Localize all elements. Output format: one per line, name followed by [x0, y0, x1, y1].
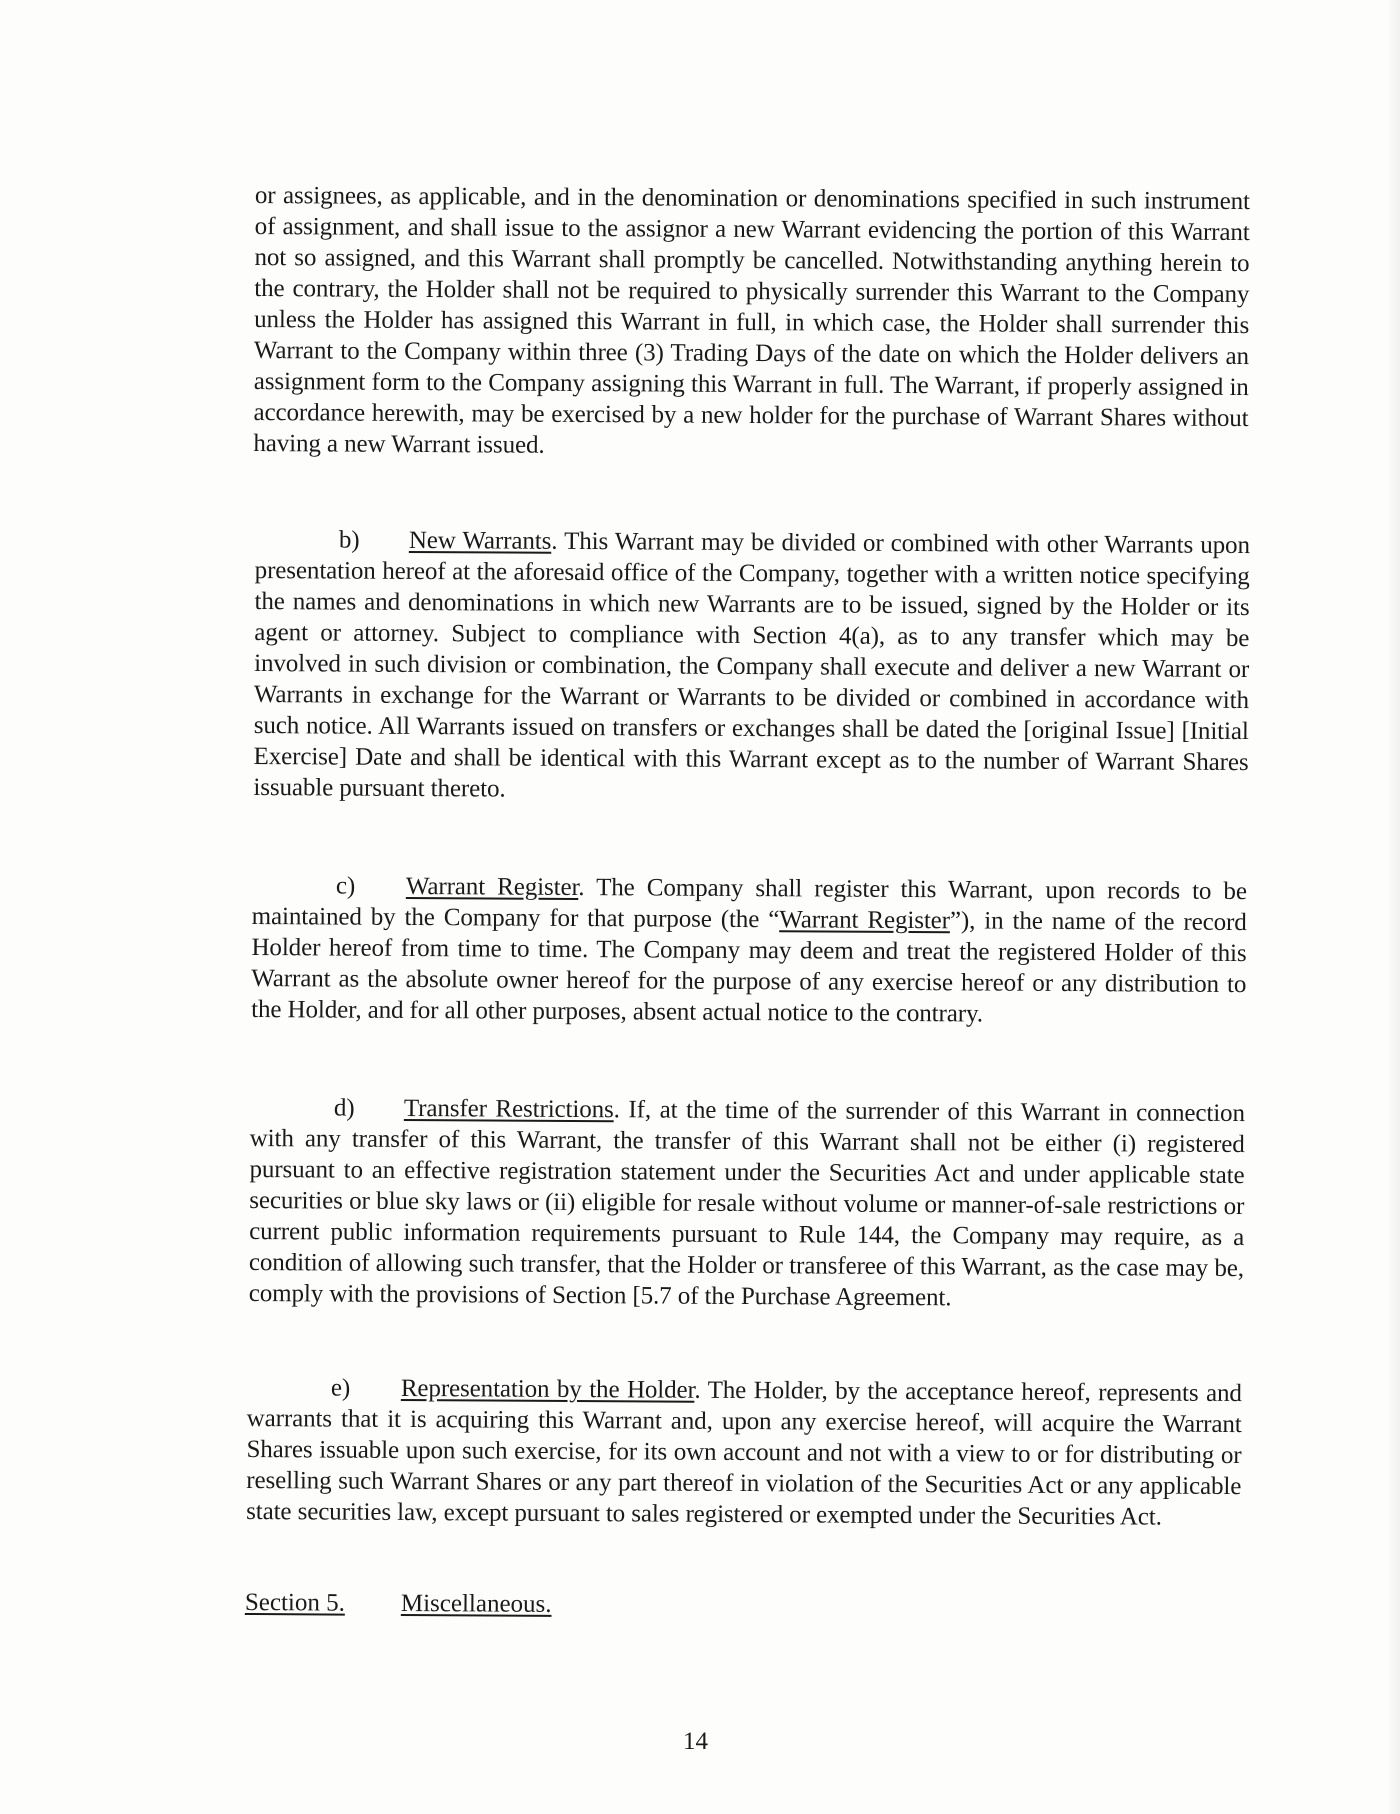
item-b-paragraph: [253, 524, 1250, 809]
item-e-marker: e): [330, 1374, 351, 1402]
item-c-heading: Warrant Register: [405, 872, 579, 901]
item-d-paragraph: [249, 1092, 1245, 1315]
item-d-marker: d): [333, 1094, 355, 1122]
item-c-paragraph: [251, 870, 1247, 1031]
item-c-text-b: ”), in the name of the record Holder hereof from time to time. The Company may deem and treat the registered Holder of this Warrant as the absolute owner hereof for the purpose of any exercise hereof or any distribution to the Holder, and for all other purposes, absent actual notice to the contrary.: [251, 907, 1247, 1028]
continuation-text: or assignees, as applicable, and in the denomination or denominations specified in such instrument of assignment, and shall issue to the assignor a new Warrant evidencing the portion of this Warrant not so assigned, and this Warrant shall promptly be cancelled. Notwithstanding anything herein to the contrary, the Holder shall not be required to physically surrender this Warrant to the Company unless the Holder has assigned this Warrant in full, in which case, the Holder shall surrender this Warrant to the Company within three (3) Trading Days of the date on which the Holder delivers an assignment form to the Company assigning this Warrant in full. The Warrant, if properly assigned in accordance herewith, may be exercised by a new holder for the purchase of Warrant Shares without having a new Warrant issued.: [253, 181, 1250, 459]
item-d-text: . If, at the time of the surrender of this Warrant in connection with any transfer of this Warrant, the transfer of this Warrant shall not be either (i) registered pursuant to an effective registration statement under the Securities Act and under applicable state securities or blue sky laws or (ii) eligible for resale without volume or manner-of-sale restrictions or current public information requirements pursuant to Rule 144, the Company may require, as a condition of allowing such transfer, that the Holder or transferee of this Warrant, as the case may be, comply with the provisions of Section [5.7 of the Purchase Agreement.: [248, 1096, 1245, 1312]
page-edge-shadow: [1386, 0, 1400, 1814]
section-heading: [245, 1587, 552, 1620]
item-c-defined-term: Warrant Register: [779, 906, 951, 935]
item-b-text: . This Warrant may be divided or combined with other Warrants upon presentation hereof at the aforesaid office of the Company, together with a written notice specifying the names and denominations in which new Warrants are to be issued, signed by the Holder or its agent or attorney. Subject to compliance with Section 4(a), as to any transfer which may be involved in such division or combination, the Company shall execute and deliver a new Warrant or Warrants in exchange for the Warrant or Warrants to be divided or combined in accordance with such notice. All Warrants issued on transfers or exchanges shall be dated the [original Issue] [Initial Exercise] Date and shall be identical with this Warrant except as to the number of Warrant Shares issuable pursuant thereto.: [253, 527, 1250, 803]
item-c-text-a: . The Company shall register this Warrant, upon records to be maintained by the Company for that purpose (the “: [251, 873, 1247, 934]
section-label: Section 5.: [244, 1589, 345, 1617]
section-title: Miscellaneous.: [400, 1589, 552, 1618]
item-e-text: . The Holder, by the acceptance hereof, represents and warrants that it is acquiring this Warrant and, upon any exercise hereof, will acquire the Warrant Shares issuable upon such exercise, for its own account and not with a view to or for distributing or reselling such Warrant Shares or any part thereof in violation of the Securities Act or any applicable state securities law, except pursuant to sales registered or exempted under the Securities Act.: [246, 1376, 1242, 1531]
page-number: 14: [683, 1728, 708, 1755]
item-d-heading: Transfer Restrictions: [403, 1094, 614, 1124]
item-c-marker: c): [335, 872, 356, 900]
item-e-paragraph: [246, 1372, 1242, 1533]
item-b-heading: New Warrants: [408, 526, 552, 555]
continuation-paragraph: [253, 180, 1250, 465]
item-b-marker: b): [338, 526, 360, 554]
item-e-heading: Representation by the Holder: [400, 1374, 695, 1404]
